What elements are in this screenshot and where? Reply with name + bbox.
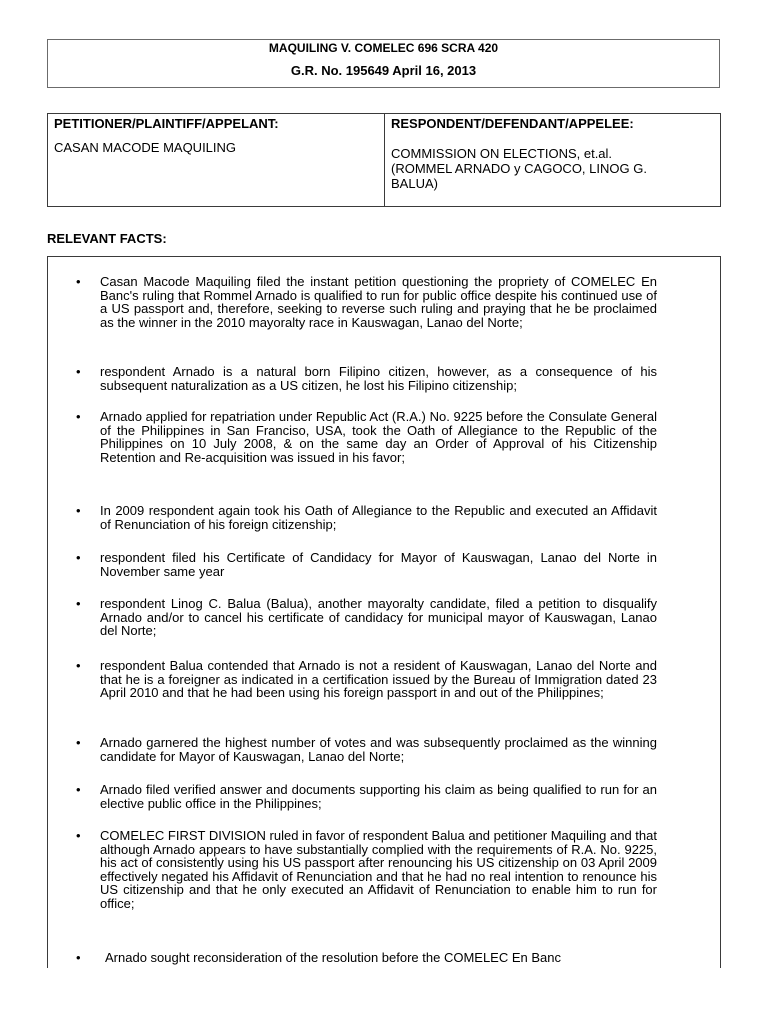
fact-text: respondent Balua contended that Arnado is not a resident of Kauswagan, Lanao del Norte and that he is a foreigner as indicated in a certification issued by the Bureau of Immigration dated 23 April 2010 and that he had been using his foreign passport in and out of the Philippines; — [100, 658, 657, 700]
bullet: • — [76, 274, 81, 289]
bullet: • — [76, 658, 81, 673]
fact-text: In 2009 respondent again took his Oath of Allegiance to the Republic and executed an Affidavit of Renunciation of his foreign citizenship; — [100, 503, 657, 532]
fact-text: COMELEC FIRST DIVISION ruled in favor of respondent Balua and petitioner Maquiling and that although Arnado appears to have substantially complied with the requirements of R.A. No. 9225, his act of consistently using his US passport after renouncing his US citizenship on 03 April 2009 effectively negated his Affidavit of Renunciation and that he had no real intention to renounce his US citizenship and that he only executed an Affidavit of Renunciation to enable him to run for office; — [100, 828, 657, 911]
respondent-label: RESPONDENT/DEFENDANT/APPELEE: — [391, 116, 634, 131]
bullet: • — [76, 950, 81, 965]
bullet: • — [76, 364, 81, 379]
bullet: • — [76, 782, 81, 797]
fact-item — [76, 735, 657, 764]
petitioner-name: CASAN MACODE MAQUILING — [54, 140, 237, 155]
bullet: • — [76, 550, 81, 565]
case-title: MAQUILING V. COMELEC 696 SCRA 420 — [268, 41, 499, 55]
fact-item — [76, 409, 657, 465]
fact-item — [76, 274, 657, 330]
petitioner-label: PETITIONER/PLAINTIFF/APPELANT: — [54, 116, 279, 131]
fact-text: respondent Linog C. Balua (Balua), another mayoralty candidate, filed a petition to disqualify Arnado and/or to cancel his certificate of candidacy for municipal mayor of Kauswagan, Lanao del Norte; — [100, 596, 657, 638]
bullet: • — [76, 596, 81, 611]
fact-text: respondent Arnado is a natural born Filipino citizen, however, as a consequence of his subsequent naturalization as a US citizen, he lost his Filipino citizenship; — [100, 364, 657, 393]
relevant-facts-box — [47, 256, 721, 968]
fact-text: Arnado garnered the highest number of votes and was subsequently proclaimed as the winning candidate for Mayor of Kauswagan, Lanao del Norte; — [100, 735, 657, 764]
case-gr-number: G.R. No. 195649 April 16, 2013 — [290, 63, 477, 78]
fact-text: respondent filed his Certificate of Candidacy for Mayor of Kauswagan, Lanao del Norte in November same year — [100, 550, 657, 579]
respondent-cell — [385, 114, 720, 206]
fact-item — [76, 550, 657, 579]
parties-table — [47, 113, 721, 207]
fact-item — [76, 364, 657, 393]
case-title-box — [47, 39, 720, 88]
fact-item — [76, 782, 657, 811]
fact-item — [76, 658, 657, 700]
bullet: • — [76, 409, 81, 424]
fact-text: Arnado applied for repatriation under Republic Act (R.A.) No. 9225 before the Consulate General of the Philippines in San Franciso, USA, took the Oath of Allegiance to the Republic of the Philippines on 10 July 2008, & on the same day an Order of Approval of his Citizenship Retention and Re-acquisition was issued in his favor; — [100, 409, 657, 465]
relevant-facts-heading: RELEVANT FACTS: — [47, 231, 167, 246]
fact-item — [76, 828, 657, 911]
fact-item — [76, 950, 657, 965]
fact-item — [76, 596, 657, 638]
bullet: • — [76, 503, 81, 518]
fact-text: Arnado sought reconsideration of the resolution before the COMELEC En Banc — [105, 950, 561, 965]
fact-item — [76, 503, 657, 532]
bullet: • — [76, 735, 81, 750]
fact-text: Casan Macode Maquiling filed the instant petition questioning the propriety of COMELEC En Banc's ruling that Rommel Arnado is qualified to run for public office despite his continued use of a US passport and, therefore, seeking to reverse such ruling and praying that he be proclaimed as the winner in the 2010 mayoralty race in Kauswagan, Lanao del Norte; — [100, 274, 657, 330]
respondent-name: COMMISSION ON ELECTIONS, et.al. (ROMMEL ARNADO y CAGOCO, LINOG G. BALUA) — [391, 146, 647, 191]
fact-text: Arnado filed verified answer and documents supporting his claim as being qualified to run for an elective public office in the Philippines; — [100, 782, 657, 811]
petitioner-cell — [48, 114, 385, 206]
bullet: • — [76, 828, 81, 843]
